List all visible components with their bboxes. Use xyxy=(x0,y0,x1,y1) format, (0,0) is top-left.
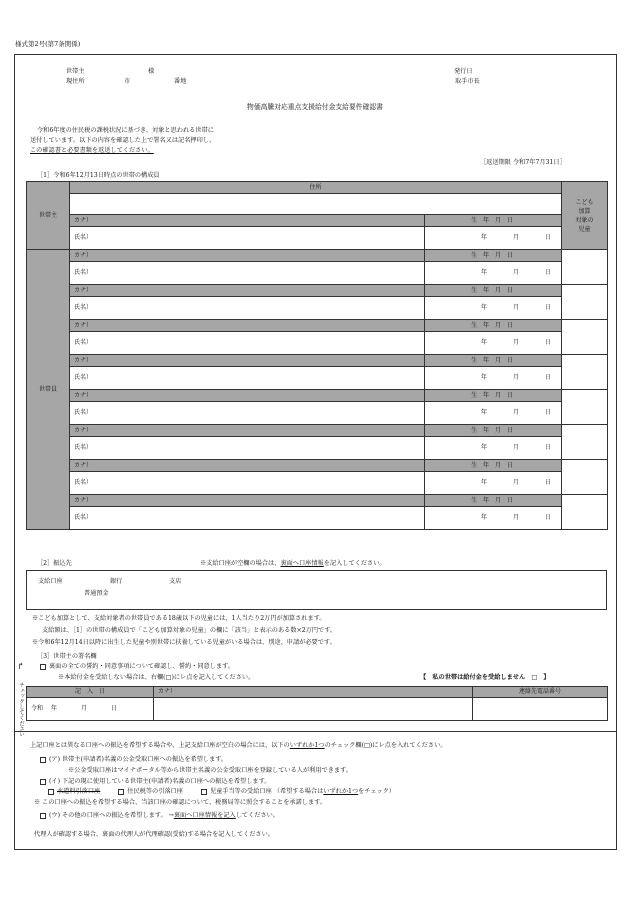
issue-date-label: 発行日 xyxy=(454,68,473,75)
bottom-intro: 上記口座とは異なる口座への振込を希望する場合や、上記支給口座が空白の場合には、以下のいずれか1つのチェック欄(□)にレ点を入れてください。 xyxy=(30,742,447,749)
phone-header: 連絡先電話番号 xyxy=(473,687,608,698)
kana-field[interactable]: カナ） xyxy=(70,215,425,227)
dob-header: 生 年 月 日 xyxy=(425,320,562,332)
name-field[interactable]: 氏名） xyxy=(70,332,425,355)
decline-box[interactable]: 【 私の世帯は給付金を受給しません □ 】 xyxy=(420,674,550,681)
name-field[interactable]: 氏名） xyxy=(70,262,425,285)
account-label: 支給口座 xyxy=(38,578,63,585)
name-field[interactable]: 氏名） xyxy=(70,507,425,530)
account-box[interactable] xyxy=(26,570,607,610)
deadline: ［返送期限 令和7年7月31日］ xyxy=(480,159,566,166)
name-field[interactable]: 氏名） xyxy=(70,472,425,495)
kana-header: カナ） xyxy=(154,687,473,698)
dob-header: 生 年 月 日 xyxy=(425,390,562,402)
address-label: 現住所 xyxy=(66,78,85,85)
kana-field[interactable]: カナ） xyxy=(70,390,425,402)
dob-header: 生 年 月 日 xyxy=(425,285,562,297)
note-1: ※こども加算として、支給対象者の世帯員である18歳以下の児童には、1人当たり2万円が加算されます。 xyxy=(32,615,326,622)
note-3: ※令和6年12月14日以降に出生した児童や別世帯に扶養している児童がいる場合は、別途、申請が必要です。 xyxy=(32,639,336,646)
agree-checkbox[interactable] xyxy=(40,664,46,670)
child-flag-cell xyxy=(562,355,608,390)
members-cell: 世帯員 xyxy=(27,250,70,530)
child-flag-cell xyxy=(562,250,608,285)
dob-header: 生 年 月 日 xyxy=(425,425,562,437)
signature-field[interactable] xyxy=(154,698,473,721)
child-flag-cell xyxy=(562,425,608,460)
option-i[interactable]: (イ) 下記の現に使用している世帯主(申請者)名義の口座への振込を希望します。 xyxy=(40,778,271,786)
section2-title: ［2］振込先 xyxy=(37,560,72,567)
address-header: 住所 xyxy=(70,182,562,194)
dob-field[interactable]: 年 月 日 xyxy=(425,507,562,530)
decline-note: ※本給付金を受給しない場合は、右欄(□)にレ点を記入してください。 xyxy=(58,674,255,681)
option-u-checkbox[interactable] xyxy=(40,813,46,819)
child-column-header: こども 加算 対象の 児童 xyxy=(562,182,608,250)
option-u[interactable]: (ウ) その他の口座への振込を希望します。 →裏面へ口座情報を記入してください。 xyxy=(40,812,279,820)
dob-header: 生 年 月 日 xyxy=(425,215,562,227)
child-flag-cell xyxy=(562,320,608,355)
arrow-icon: ↱ xyxy=(17,662,25,672)
dob-field[interactable]: 年 月 日 xyxy=(425,437,562,460)
branch-label: 支店 xyxy=(169,578,182,585)
dob-header: 生 年 月 日 xyxy=(425,250,562,262)
check-instruction: チェックしてください xyxy=(18,682,24,737)
bank-label: 銀行 xyxy=(110,578,123,585)
name-field[interactable]: 氏名） xyxy=(70,297,425,320)
name-field[interactable]: 氏名） xyxy=(70,402,425,425)
householder-label: 世帯主 xyxy=(66,68,85,75)
tax-account-checkbox[interactable] xyxy=(118,789,124,795)
child-flag-cell xyxy=(562,390,608,425)
proxy-note: 代理人が確認する場合、裏面の代理人が代理確認(受給)する場合を記入してください。 xyxy=(34,831,274,838)
intro-line-1: 令和6年度の住民税の課税状況に基づき、対象と思われる世帯に xyxy=(37,127,214,134)
name-field[interactable]: 氏名） xyxy=(70,367,425,390)
kana-field[interactable]: カナ） xyxy=(70,250,425,262)
page-title: 物価高騰対応重点支援給付金支給要件確認書 xyxy=(247,103,383,111)
form-id: 様式第2号(第7条関係) xyxy=(15,40,81,48)
kana-field[interactable]: カナ） xyxy=(70,285,425,297)
dob-field[interactable]: 年 月 日 xyxy=(425,402,562,425)
deposit-type: 普通預金 xyxy=(84,590,109,597)
option-i-note: ※ この口座への振込を希望する場合、当該口座の確認について、税務局等に照会することを承諾します。 xyxy=(34,799,327,806)
name-field[interactable]: 氏名） xyxy=(70,437,425,460)
dob-field[interactable]: 年 月 日 xyxy=(425,227,562,250)
option-i-choices: 水道料引落口座 住民税等の引落口座 児童手当等の受給口座 （希望する場合はいずれか1つをチェック） xyxy=(48,788,395,796)
dob-field[interactable]: 年 月 日 xyxy=(425,332,562,355)
dob-header: 生 年 月 日 xyxy=(425,495,562,507)
dob-field[interactable]: 年 月 日 xyxy=(425,297,562,320)
divider xyxy=(14,731,617,732)
kana-field[interactable]: カナ） xyxy=(70,460,425,472)
dob-field[interactable]: 年 月 日 xyxy=(425,367,562,390)
sama-label: 様 xyxy=(148,68,155,75)
intro-line-2: 送付しています。以下の内容を確認した上で署名又は記名押印し、 xyxy=(30,137,216,144)
mayor-label: 取手市長 xyxy=(455,78,480,85)
water-account-checkbox[interactable] xyxy=(48,789,54,795)
dob-field[interactable]: 年 月 日 xyxy=(425,262,562,285)
section1-title: ［1］令和6年12月13日時点の世帯の構成員 xyxy=(37,172,160,179)
option-i-checkbox[interactable] xyxy=(40,779,46,785)
kana-field[interactable]: カナ） xyxy=(70,355,425,367)
kana-field[interactable]: カナ） xyxy=(70,425,425,437)
child-allowance-checkbox[interactable] xyxy=(201,789,207,795)
intro-line-3: この確認書と必要書類を返送してください。 xyxy=(30,147,154,154)
banchi-label: 番地 xyxy=(174,78,187,85)
entry-date-header: 記 入 日 xyxy=(27,687,154,698)
option-a-checkbox[interactable] xyxy=(40,757,46,763)
entry-date-field[interactable]: 令和 年 月 日 xyxy=(27,698,154,721)
kana-field[interactable]: カナ） xyxy=(70,495,425,507)
child-flag-cell xyxy=(562,495,608,530)
signature-table xyxy=(26,686,608,721)
option-a-note: ※公金受取口座はマイナポータル等から世帯主名義の公金受取口座を登録している人が利用できます。 xyxy=(68,767,353,774)
householder-cell: 世帯主 xyxy=(27,182,70,250)
phone-field[interactable] xyxy=(473,698,608,721)
dob-header: 生 年 月 日 xyxy=(425,355,562,367)
address-input[interactable] xyxy=(70,194,562,215)
child-flag-cell xyxy=(562,460,608,495)
name-field[interactable]: 氏名） xyxy=(70,227,425,250)
dob-field[interactable]: 年 月 日 xyxy=(425,472,562,495)
dob-header: 生 年 月 日 xyxy=(425,460,562,472)
section3-title: ［3］世帯主の署名欄 xyxy=(37,653,97,660)
kana-field[interactable]: カナ） xyxy=(70,320,425,332)
option-a[interactable]: (ア) 世帯主(申請者)名義の公金受取口座への振込を希望します。 xyxy=(40,756,227,764)
city-label: 市 xyxy=(124,78,131,85)
agree-row[interactable]: 裏面の全ての誓約・同意事項について確認し、誓約・同意します。 xyxy=(40,663,234,671)
note-2: 支給額は、［1］の世帯の構成員で「こども加算対象の児童」の欄に「該当」と表示のある数×2万円です。 xyxy=(42,627,337,634)
household-table xyxy=(26,181,608,530)
child-flag-cell xyxy=(562,285,608,320)
account-note: ※支給口座が空欄の場合は、裏面へ口座情報を記入してください。 xyxy=(200,560,386,567)
